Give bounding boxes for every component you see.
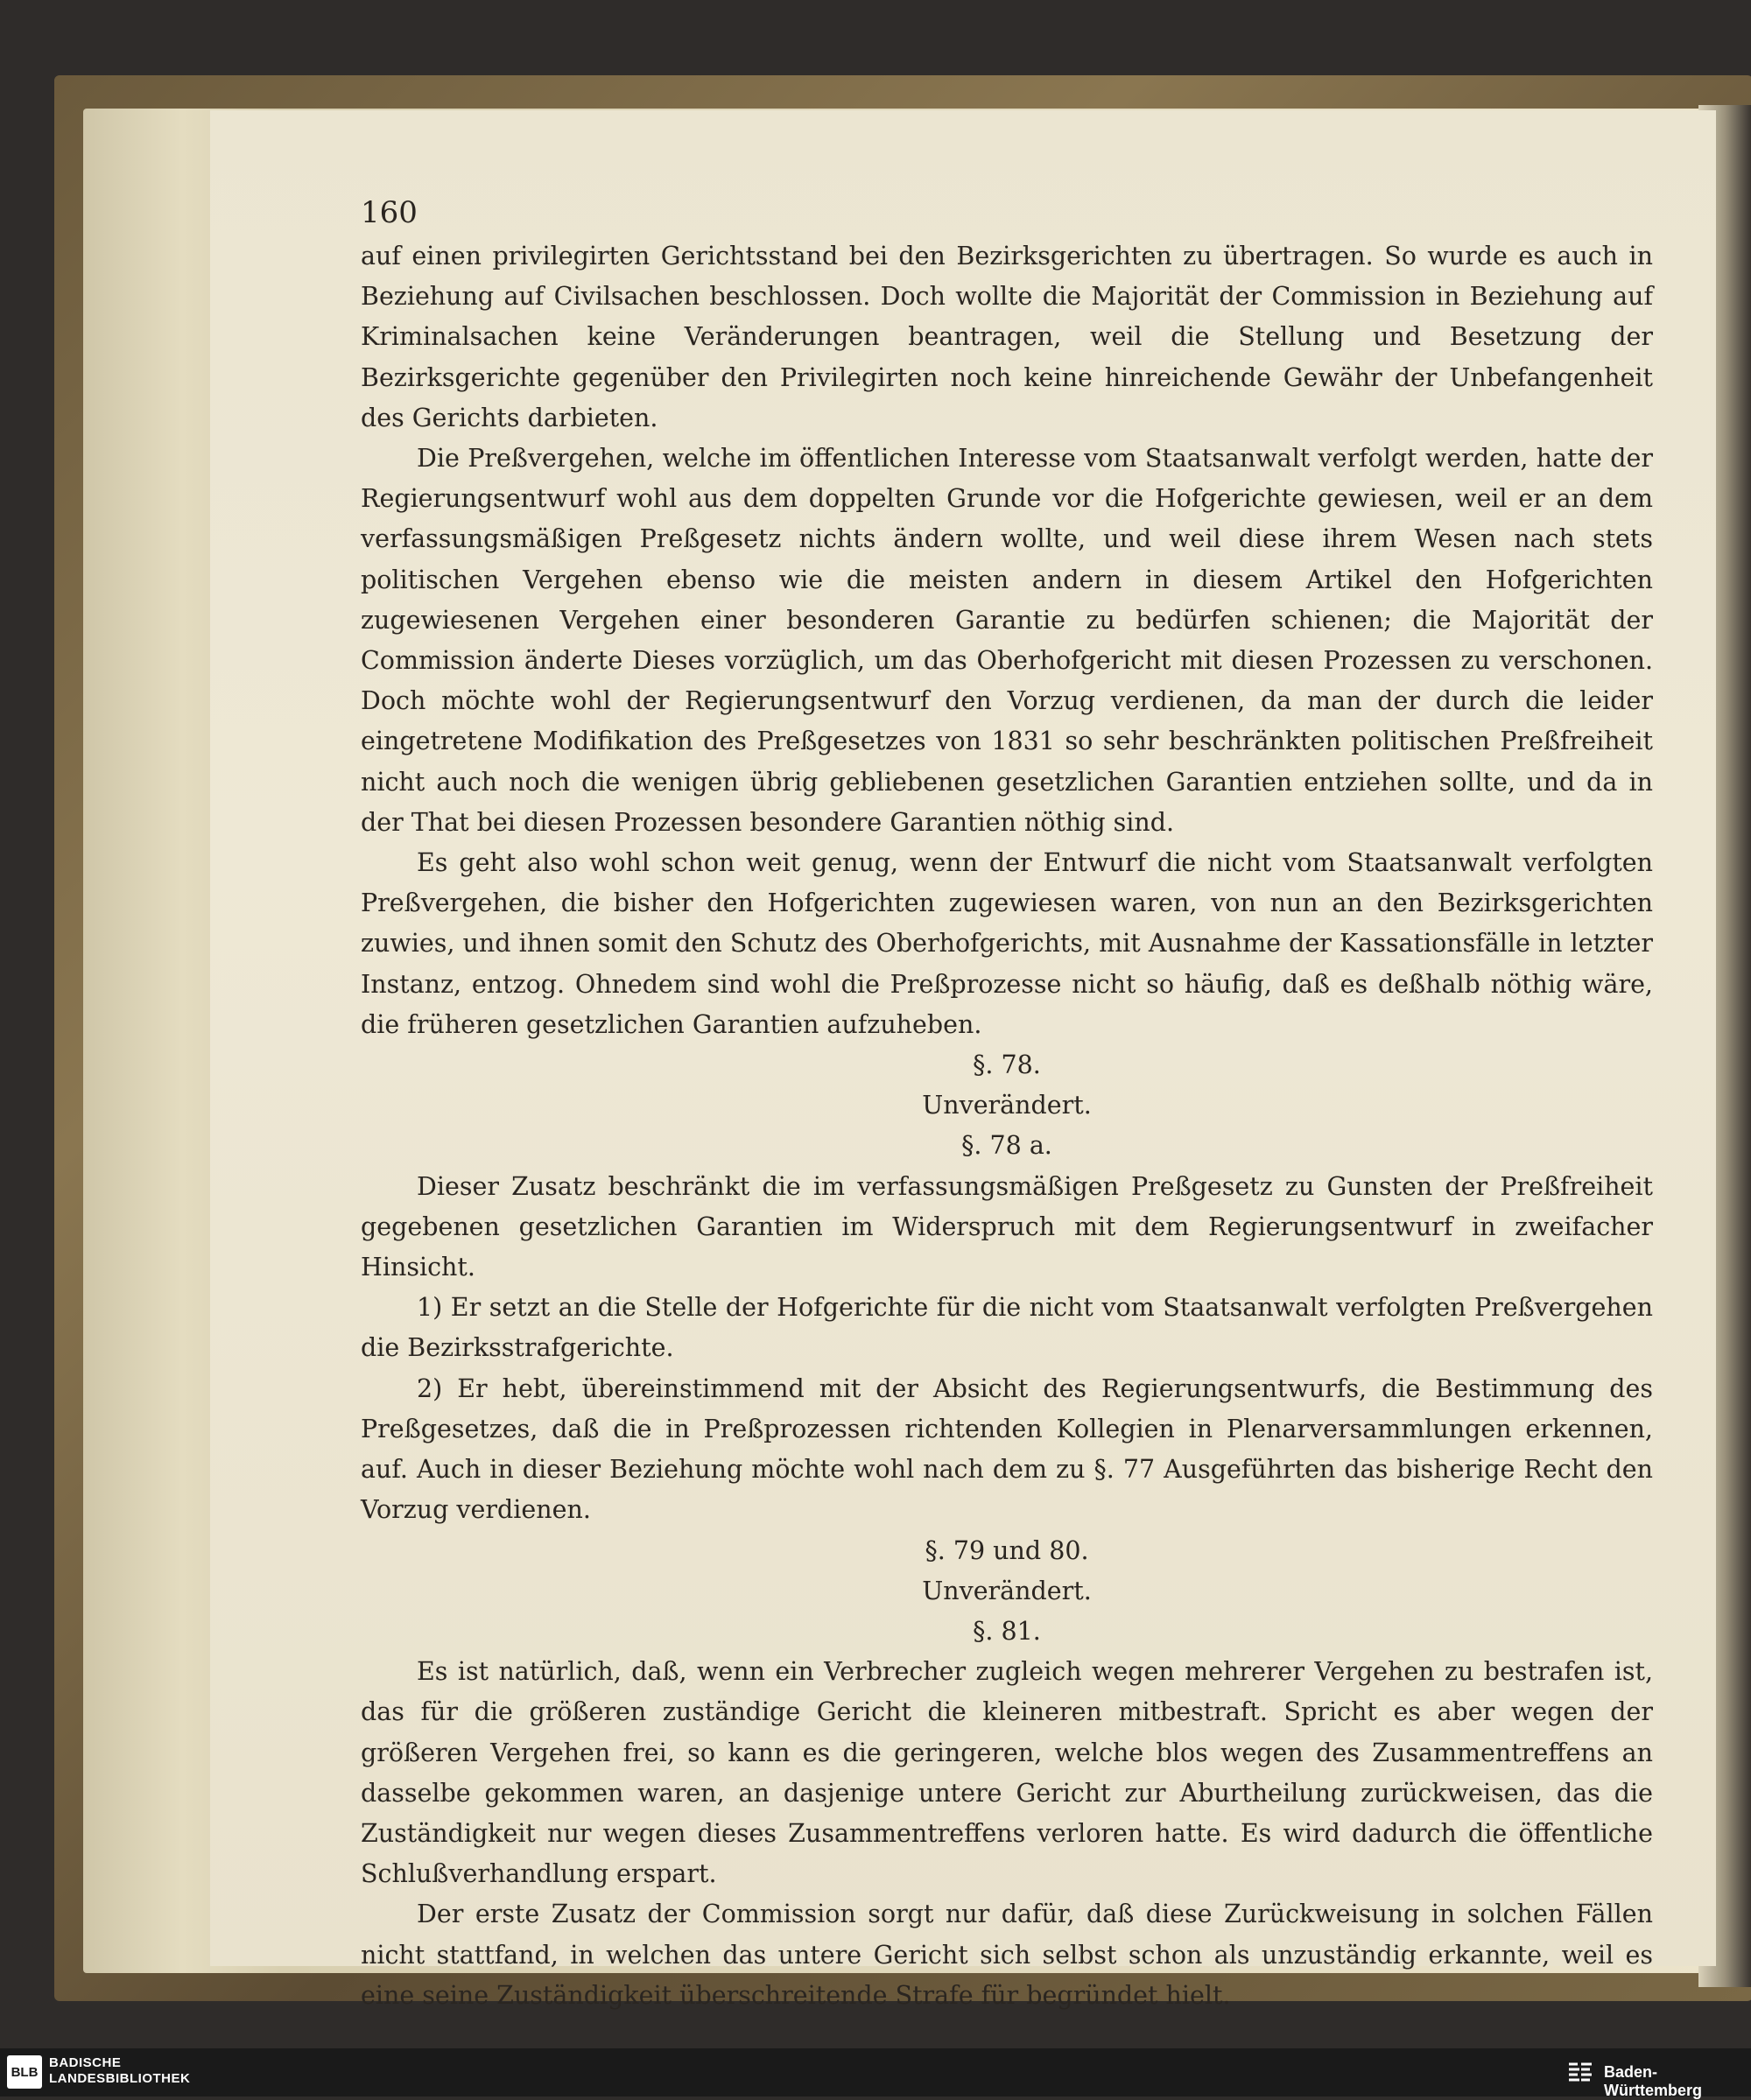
section-heading: §. 79 und 80. [925, 1535, 1089, 1565]
footer-bar [0, 2048, 1751, 2099]
section-heading: §. 78 a. [961, 1131, 1052, 1161]
section-heading: Unverändert. [922, 1576, 1092, 1605]
page-text [361, 193, 1653, 2016]
paragraph: 1) Er setzt an die Stelle der Hofgerichte für die nicht vom Staatsanwalt verfolgten Preßvergehen die Bezirksstrafgerichte. [361, 1293, 1653, 1363]
page-blocks [361, 236, 1653, 2016]
paragraph: Der erste Zusatz der Commission sorgt nur dafür, daß diese Zurückweisung in solchen Fällen nicht stattfand, in welchen das untere Gericht sich selbst schon als unzuständig erkannte, weil es eine seine Zuständigkeit überschreitende Strafe für begründet hielt. [361, 1900, 1653, 2010]
library-name-line1: BADISCHE [49, 2055, 122, 2070]
paragraph: Es geht also wohl schon weit genug, wenn der Entwurf die nicht vom Staatsanwalt verfolgten Preßvergehen, die bisher den Hofgerichten zugewiesen waren, von nun an den Bezirksgerichten zuwies, und ihnen somit den Schutz des Oberhofgerichts, mit Ausnahme der Kassationsfälle in letzter Instanz, entzog. Ohnedem sind wohl die Preßprozesse nicht so häufig, daß es deßhalb nöthig wäre, die früheren gesetzlichen Garantien aufzuheben. [361, 848, 1653, 1039]
paragraph: 2) Er hebt, übereinstimmend mit der Absicht des Regierungsentwurfs, die Bestimmung des Preßgesetzes, daß die in Preßprozessen richtenden Kollegien in Plenarversammlungen erkennen, auf. Auch in dieser Beziehung möchte wohl nach dem zu §. 77 Ausgeführten das bisherige Recht den Vorzug verdienen. [361, 1373, 1653, 1525]
section-heading: Unverändert. [922, 1091, 1092, 1120]
library-name [49, 2055, 190, 2087]
paragraph: Dieser Zusatz beschränkt die im verfassungsmäßigen Preßgesetz zu Gunsten der Preßfreiheit gegebenen gesetzlichen Garantien im Widerspruch mit dem Regierungsentwurf in zweifacher Hinsicht. [361, 1171, 1653, 1282]
blb-logo-icon[interactable]: BLB [7, 2055, 42, 2089]
paragraph: auf einen privilegirten Gerichtsstand bei den Bezirksgerichten zu übertragen. So wurde es auch in Beziehung auf Civilsachen beschlossen. Doch wollte die Majorität der Commission in Beziehung auf Kriminalsachen keine Veränderungen beantragen, weil die Stellung und Besetzung der Bezirksgerichte gegenüber den Privilegirten noch keine hinreichende Gewähr der Unbefangenheit des Gerichts darbieten. [361, 242, 1653, 432]
page-number: 160 [361, 195, 418, 230]
section-heading: §. 78. [973, 1050, 1041, 1080]
bw-lions-icon [1565, 2057, 1597, 2089]
paragraph: Die Preßvergehen, welche im öffentlichen Interesse vom Staatsanwalt verfolgt werden, hatte der Regierungsentwurf wohl aus dem doppelten Grunde vor die Hofgerichte gewiesen, weil er an dem verfassungsmäßigen Preßgesetz nichts ändern wollte, und weil diese ihrem Wesen nach stets politischen Vergehen ebenso wie die meisten andern in diesem Artikel den Hofgerichten zugewiesenen Vergehen einer besonderen Garantie zu bedürfen schienen; die Majorität der Commission änderte Dieses vorzüglich, um das Oberhofgericht mit diesen Prozessen zu verschonen. Doch möchte wohl der Regierungsentwurf den Vorzug verdienen, da man der durch die leider eingetretene Modifikation des Preßgesetzes von 1831 so sehr beschränkten politischen Preßfreiheit nicht auch noch die wenigen übrig gebliebenen gesetzlichen Garantien entziehen sollte, und da in der That bei diesen Prozessen besondere Garantien nöthig sind. [361, 444, 1653, 837]
library-name-line2: LANDESBIBLIOTHEK [49, 2071, 191, 2086]
paragraph: Es ist natürlich, daß, wenn ein Verbrecher zugleich wegen mehrerer Vergehen zu bestrafen ist, das für die größeren zuständige Gericht die kleineren mitbestraft. Spricht es aber wegen der größeren Vergehen frei, so kann es die geringeren, welche blos wegen des Zusammentreffens an dasselbe gekommen waren, an dasjenige untere Gericht zur Aburtheilung zurückweisen, das die Zuständigkeit nur wegen dieses Zusammentreffens verloren hatte. Es wird dadurch die öffentliche Schlußverhandlung erspart. [361, 1657, 1653, 1889]
state-name[interactable]: Baden-Württemberg [1604, 2063, 1702, 2099]
section-heading: §. 81. [973, 1616, 1041, 1646]
